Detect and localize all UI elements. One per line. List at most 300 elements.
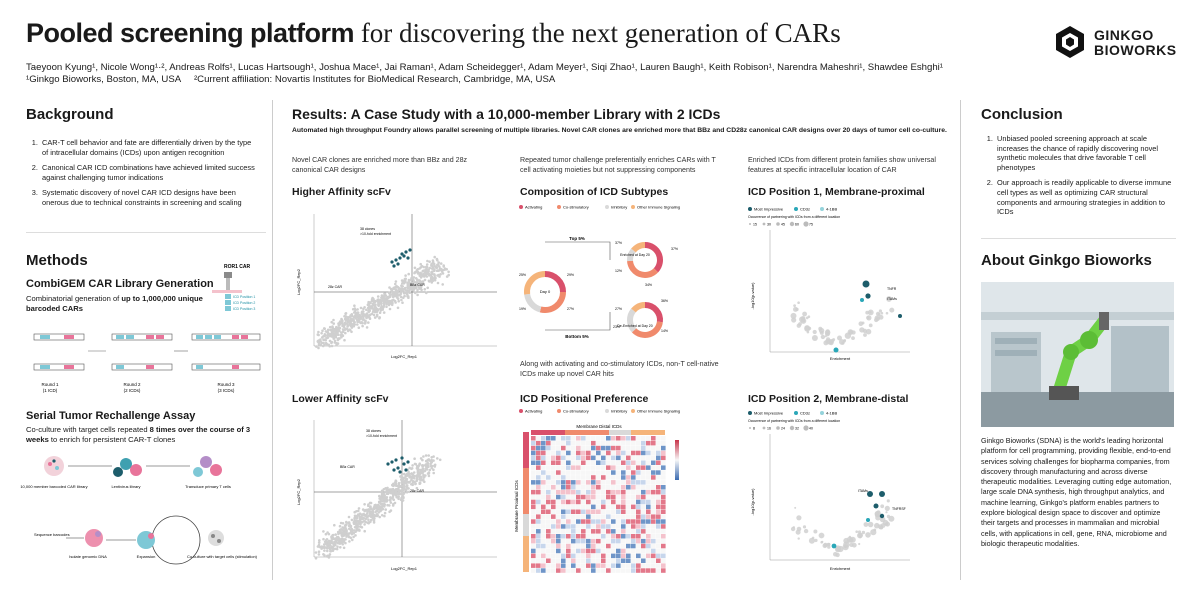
hit-point [402,254,405,257]
scatter-point [363,510,366,513]
volcano-point [827,545,830,548]
heatmap-cell [581,524,586,529]
heatmap-cell [586,519,591,524]
heatmap-cell [586,524,591,529]
heatmap-cell [626,495,631,500]
volcano-point [885,523,888,526]
scatter-point [394,295,397,298]
heatmap-cell [546,500,551,505]
heatmap-cell [546,524,551,529]
heatmap-cell [611,475,616,480]
heatmap-cell [616,514,621,519]
scatter-point [331,341,334,344]
heatmap-cell [631,480,636,485]
heatmap-cell [571,475,576,480]
ann-tnfrsf: TNFRSF [892,507,906,511]
volcano-point [820,331,824,335]
label-28z: 28z CAR [328,285,343,289]
heatmap-cell [606,490,611,495]
day0-pct-4: 27% [567,307,575,311]
scatter-point [430,279,433,282]
heatmap-cell [641,505,646,510]
heatmap-cell [611,549,616,554]
hit-point [404,250,407,253]
scatter-point [317,331,320,334]
scatter-point [365,517,368,520]
heatmap-cell [556,475,561,480]
scatter-point [367,503,370,506]
heatmap-cell [566,456,571,461]
step-sequence: Sequence barcodes [34,532,70,537]
scatter-point [381,494,384,497]
col-band-other [631,430,665,435]
scatter-point [407,291,410,294]
heatmap-cell [661,554,666,559]
scatter-point [414,482,417,485]
conclusion-item: 2. Our approach is readily applicable to diverse immune cell types as well as optimizing CAR structural components and armouring strategies in addition to ICDs [995,178,1176,216]
heatmap-cell [561,480,566,485]
heatmap-cell [566,554,571,559]
scatter-point [409,288,412,291]
heatmap-cell [636,465,641,470]
heatmap-cell [601,490,606,495]
heatmap-cell [546,495,551,500]
tcell-icon [193,456,222,477]
heatmap-cell [596,549,601,554]
heatmap-cell [626,539,631,544]
heatmap-cell [651,549,656,554]
scatter-point [324,334,327,337]
scatter-point [331,333,334,336]
hit-point [390,260,393,263]
heatmap-cell [556,436,561,441]
library-tube-icon [44,456,64,476]
heatmap-cell [616,500,621,505]
heatmap-cell [651,524,656,529]
heatmap-cell [631,544,636,549]
heatmap-cell [636,451,641,456]
heatmap-cell [571,480,576,485]
row-band-inhibitory [523,514,529,536]
label-bottom5: Bottom 5% [565,334,589,339]
heatmap-cell [656,461,661,466]
heatmap-cell [581,568,586,573]
heatmap-cell [601,519,606,524]
heatmap-cell [611,554,616,559]
scatter-point [432,262,435,265]
heatmap-cell [596,465,601,470]
scatter-point [384,508,387,511]
heatmap-cell [551,495,556,500]
scatter-point [397,492,400,495]
heatmap-cell [651,544,656,549]
heatmap-cell [651,446,656,451]
scatter-point [383,293,386,296]
panel-low-title: Lower Affinity scFv [292,393,389,405]
heatmap-cell [571,544,576,549]
scatter-point [354,534,357,537]
scatter-point [413,272,416,275]
heatmap-cell [661,505,666,510]
scatter-point [414,267,417,270]
scatter-point [367,515,370,518]
scatter-point [329,329,332,332]
scatter-point [353,321,356,324]
scatter-point [356,323,359,326]
volcano-pos2 [742,408,957,576]
heatmap-cell [536,549,541,554]
heatmap-cell [646,446,651,451]
hit-point [406,256,409,259]
heatmap-cell [636,456,641,461]
volcano-point [880,504,884,508]
heatmap-cell [621,465,626,470]
heatmap-cell [606,470,611,475]
heatmap-cell [636,544,641,549]
hit-point [398,470,401,473]
volcano-point [798,322,802,326]
scatter-point [352,323,355,326]
heatmap-cell [556,451,561,456]
scatter-point [360,307,363,310]
heatmap-cell [656,514,661,519]
heatmap-cell [646,436,651,441]
heatmap-cell [601,480,606,485]
donut-segment [645,305,660,322]
scatter-point [394,283,397,286]
y-axis-label: -log10(p-value) [750,488,755,516]
scatter-point [345,312,348,315]
step-library: 10,000 member barcoded CAR library [20,484,88,489]
heatmap-cell [606,534,611,539]
ann-tnfr: TNFR [887,287,897,291]
scatter-point [380,305,383,308]
scatter-point [428,475,431,478]
scatter-point [427,466,430,469]
scatter-point [363,530,366,533]
scatter-point [446,275,449,278]
donut-segment [633,245,645,250]
heatmap-cell [556,524,561,529]
volc2-size-legend [749,425,813,430]
heatmap-cell [546,451,551,456]
scatter-point [395,280,398,283]
scatter-point [440,262,443,265]
heatmap-cell [566,549,571,554]
scatter-point [342,531,345,534]
x-axis-label: Enrichment [829,356,851,361]
heatmap-cell [646,539,651,544]
scatter-point [367,303,370,306]
scatter-point [331,345,334,348]
volc1-legend [748,207,837,212]
heatmap-cell [551,563,556,568]
heatmap-cell [646,524,651,529]
heatmap-cell [616,456,621,461]
heatmap-cell [561,495,566,500]
volcano-point [859,327,864,332]
heatmap-cell [656,554,661,559]
heatmap-cell [641,519,646,524]
heatmap-cell [656,534,661,539]
scatter-point [419,473,422,476]
heatmap-cell [636,436,641,441]
heatmap-cell [581,451,586,456]
heatmap-cell [631,500,636,505]
scatter-point [315,551,318,554]
scatter-point [426,468,429,471]
scatter-point [416,294,419,297]
heatmap-cell [601,505,606,510]
scatter-point [400,299,403,302]
heatmap-cell [641,524,646,529]
heatmap-cell [616,465,621,470]
heatmap-cell [611,441,616,446]
data-cloud [315,454,442,559]
heatmap-cell [556,510,561,515]
heatmap-cell [611,465,616,470]
heatmap-cell [576,461,581,466]
heatmap-cell [656,446,661,451]
heatmap-cell [581,465,586,470]
volcano-point [878,525,880,527]
enriched-pct-3: 12% [615,269,623,273]
heatmap-cell [616,529,621,534]
heatmap-cell [591,451,596,456]
heatmap-cell [561,568,566,573]
scatter-point [413,457,416,460]
scatter-point [338,327,341,330]
scatter-point [401,301,404,304]
heatmap-cell [591,544,596,549]
heatmap-cell [601,539,606,544]
scatter-point [385,305,388,308]
icd-pos2-label: ICD Position 2 [233,301,256,305]
heatmap-cell [566,465,571,470]
heatmap-cell [531,470,536,475]
heatmap-cell [596,559,601,564]
scatter-point [403,480,406,483]
heatmap-cell [556,514,561,519]
heatmap-cell [636,441,641,446]
heatmap-cell [556,446,561,451]
heatmap-cell [651,461,656,466]
hit-point [402,462,405,465]
heatmap-cell [656,495,661,500]
background-item: 3. Systematic discovery of novel CAR ICD designs have been onerous due to technical constraints in screening and scaling [40,188,256,207]
heatmap-cell [561,544,566,549]
heatmap-cell [646,441,651,446]
heatmap-cell [541,480,546,485]
heatmap-cell [661,559,666,564]
heatmap-cell [621,549,626,554]
heatmap-cell [581,505,586,510]
volcano-point [833,552,838,557]
heatmap-cell [596,544,601,549]
heatmap-cell [546,554,551,559]
heatmap-cell [591,529,596,534]
background-list [26,138,256,214]
scatter-point [337,542,340,545]
scatter-point [337,536,340,539]
heatmap-cell [541,490,546,495]
heatmap-cell [586,470,591,475]
scatter-point [385,500,388,503]
heatmap-cell [596,470,601,475]
heatmap-cell [581,485,586,490]
heatmap-cell [531,539,536,544]
day0-pct-1: 25% [519,273,527,277]
hit-point [386,462,389,465]
heatmap-cell [616,505,621,510]
heatmap-cell [611,510,616,515]
rechallenge-diagram [20,450,266,575]
scatter-point [361,313,364,316]
round1-constructs [34,334,84,370]
heatmap-cell [641,559,646,564]
heatmap-cell [631,456,636,461]
volcano-point [870,529,876,535]
scatter-point [427,472,430,475]
volcano-point [837,336,842,341]
y-axis-label: Log2FC_Rep2 [296,268,301,296]
heatmap-cell [596,495,601,500]
scatter-point [362,308,365,311]
heatmap-cell [606,549,611,554]
heatmap-cell [601,461,606,466]
heatmap-cell [556,461,561,466]
heatmap-cell [661,441,666,446]
scatter-point [353,511,356,514]
heatmap-cell [631,514,636,519]
heatmap-cell [561,559,566,564]
scatter-point [396,290,399,293]
heatmap-cell [576,534,581,539]
heatmap-cell [571,505,576,510]
heatmap-cell [626,544,631,549]
heatmap-cell [571,446,576,451]
heatmap-cell [646,519,651,524]
deenriched-pct-3: 23% [613,325,621,329]
heatmap-cell [661,446,666,451]
heatmap-cell [626,524,631,529]
heatmap-cell [571,514,576,519]
heatmap-cell [616,495,621,500]
heatmap-cell [531,554,536,559]
results-subheading: Automated high throughput Foundry allows parallel screening of multiple libraries. Novel CAR clones are enriched more that BBz and CD28z canonical CAR designs over 20 days of tumor cell co-culture. [292,127,947,134]
scatter-point [436,274,439,277]
heatmap-cell [646,465,651,470]
heatmap-legend [519,409,680,414]
section-divider [981,238,1176,239]
scatter-point [411,464,414,467]
heatmap-cell [626,480,631,485]
heatmap-cell [621,514,626,519]
scatter-point [322,538,325,541]
heatmap-cell [566,514,571,519]
heatmap-cell [641,436,646,441]
volcano-point [791,313,797,319]
heatmap-cell [621,490,626,495]
heatmap-cell [646,529,651,534]
heatmap-cell [561,554,566,559]
heatmap-cell [631,490,636,495]
heatmap-cell [541,456,546,461]
heatmap-cell [616,519,621,524]
scatter-point [433,270,436,273]
legend-other: Other Immune Signaling [637,408,681,414]
scatter-point [351,539,354,542]
heatmap-cell [591,534,596,539]
heatmap-cell [531,534,536,539]
scatter-point [423,481,426,484]
heatmap-cell [576,514,581,519]
heatmap-cell [606,456,611,461]
heatmap-cell [591,559,596,564]
scatter-point [332,538,335,541]
heatmap-cell [661,485,666,490]
heatmap-cell [631,563,636,568]
scatter-point [426,260,429,263]
conclusion-list [981,134,1176,223]
enriched-pct-1: 37% [615,241,623,245]
heatmap-cell [531,441,536,446]
heatmap-cell [626,436,631,441]
heatmap-cell [571,461,576,466]
volcano-point [820,541,823,544]
heatmap-cell [551,519,556,524]
heatmap-cell [556,465,561,470]
volcano-point [804,529,808,533]
heatmap-cell [646,514,651,519]
heatmap-cell [571,451,576,456]
heatmap-cell [591,554,596,559]
heatmap-cell [656,441,661,446]
scatter-point [318,553,321,556]
step-lentivirus: Lentivirus library [111,484,141,489]
round2-constructs [112,334,172,370]
scatter-point [370,502,373,505]
scatter-point [389,496,392,499]
heatmap-cell [636,559,641,564]
scatter-point [410,478,413,481]
heatmap-cell [651,505,656,510]
heatmap-cell [581,539,586,544]
heatmap-cell [541,519,546,524]
scatter-point [445,268,448,271]
heatmap-cell [581,470,586,475]
heatmap-cell [641,563,646,568]
heatmap-cell [561,475,566,480]
heatmap-cell [536,563,541,568]
heatmap-cell [556,480,561,485]
heatmap-cell [596,534,601,539]
heatmap-cell [576,456,581,461]
volcano-point [865,532,871,538]
day0-pct-3: 19% [519,307,527,311]
scatter-point [374,307,377,310]
scatter-point [399,485,402,488]
heatmap-cell [566,510,571,515]
heatmap-cell [556,456,561,461]
scatter-point [386,493,389,496]
heatmap-cell [576,505,581,510]
scatter-point [411,277,414,280]
heatmap-cell [531,475,536,480]
scatter-point [334,548,337,551]
donut-segment [541,292,563,310]
heatmap-cell [621,485,626,490]
